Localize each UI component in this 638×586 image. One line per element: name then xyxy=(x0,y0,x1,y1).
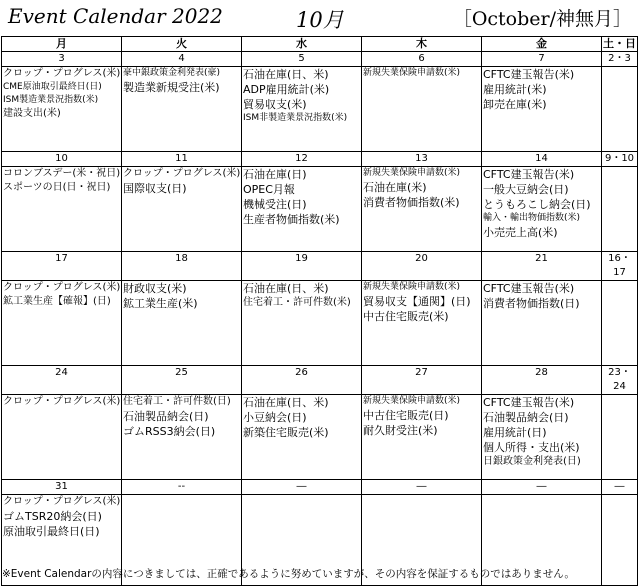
date-cell-wed: 19 xyxy=(242,252,362,281)
weekday-fri: 金 xyxy=(482,37,602,52)
events-cell-weekend xyxy=(602,395,638,480)
events-cell-tue xyxy=(122,167,242,252)
date-cell-tue: 4 xyxy=(122,52,242,67)
month-english-label: ［October/神無月］ xyxy=(452,8,632,30)
date-cell-weekend: 9・10 xyxy=(602,152,638,167)
date-cell-thu: 20 xyxy=(362,252,482,281)
event-item: CFTC建玉報告(米) xyxy=(483,68,575,81)
event-item: 鉱工業生産【確報】(日) xyxy=(3,295,111,307)
event-item: 石油製品納会(日) xyxy=(123,409,209,423)
event-item: 貿易収支【通関】(日) xyxy=(363,295,471,308)
event-item: ゴムRSS3納会(日) xyxy=(123,424,216,438)
event-item: 建設支出(米) xyxy=(3,107,61,119)
event-item: とうもろこし納会(日) xyxy=(483,198,591,211)
events-cell-thu xyxy=(362,67,482,152)
events-cell-thu xyxy=(362,167,482,252)
date-cell-thu: 13 xyxy=(362,152,482,167)
date-cell-weekend: 16・17 xyxy=(602,252,638,281)
date-cell-mon: 10 xyxy=(2,152,122,167)
date-row xyxy=(2,366,638,395)
event-item: ISM非製造業景況指数(米) xyxy=(243,113,348,123)
events-cell-weekend xyxy=(602,495,638,586)
event-item: 貿易収支(米) xyxy=(243,98,307,111)
event-item: 住宅着工・許可件数(日) xyxy=(123,396,231,407)
event-item: 小豆納会(日) xyxy=(243,411,307,424)
date-cell-wed: 12 xyxy=(242,152,362,167)
date-cell-wed: ― xyxy=(242,480,362,495)
date-cell-fri: 28 xyxy=(482,366,602,395)
event-item: 石油在庫(米) xyxy=(363,181,427,194)
date-row xyxy=(2,152,638,167)
weekday-weekend: 土・日 xyxy=(603,37,636,50)
event-item: 国際収支(日) xyxy=(123,181,187,195)
event-item: ADP雇用統計(米) xyxy=(243,83,330,96)
date-cell-wed: 5 xyxy=(242,52,362,67)
event-item: 財政収支(米) xyxy=(123,282,187,295)
date-cell-weekend: ― xyxy=(602,480,638,495)
events-cell-thu xyxy=(362,395,482,480)
events-row xyxy=(2,281,638,366)
event-item: OPEC月報 xyxy=(243,183,295,196)
events-cell-fri xyxy=(482,281,602,366)
date-cell-wed: 26 xyxy=(242,366,362,395)
event-item: クロップ・プログレス(米) xyxy=(3,496,121,507)
event-item: 石油在庫(日、米) xyxy=(243,282,329,295)
calendar-header xyxy=(0,0,638,36)
event-item: 新規失業保険申請数(米) xyxy=(363,68,461,78)
date-row xyxy=(2,480,638,495)
date-cell-thu: ― xyxy=(362,480,482,495)
date-cell-weekend: 23・24 xyxy=(602,366,638,395)
event-calendar-table xyxy=(1,36,638,586)
events-row xyxy=(2,395,638,480)
weekday-thu: 木 xyxy=(362,37,482,52)
event-item: 新規失業保険申請数(米) xyxy=(363,396,461,406)
event-item: CFTC建玉報告(米) xyxy=(483,282,575,295)
events-cell-weekend xyxy=(602,281,638,366)
weekday-mon: 月 xyxy=(2,37,122,52)
date-cell-tue: 18 xyxy=(122,252,242,281)
event-item: 鉱工業生産(米) xyxy=(123,297,198,310)
events-cell-tue xyxy=(122,281,242,366)
event-item: 生産者物価指数(米) xyxy=(243,213,340,226)
event-item: 一般大豆納会(日) xyxy=(483,183,569,196)
event-item: CFTC建玉報告(米) xyxy=(483,168,575,181)
events-cell-wed xyxy=(242,167,362,252)
weekday-header-row xyxy=(2,37,638,52)
events-cell-fri xyxy=(482,67,602,152)
event-item: 消費者物価指数(日) xyxy=(483,297,580,310)
event-item: 卸売在庫(米) xyxy=(483,98,547,111)
event-item: 輸入・輸出物価指数(米) xyxy=(483,213,581,223)
disclaimer-footer: ※Event Calendarの内容につきましては、正確であるように努めていますが、その内容を保証するものではありません。 xyxy=(2,568,575,580)
date-cell-thu: 27 xyxy=(362,366,482,395)
events-cell-tue xyxy=(122,395,242,480)
event-item: 機械受注(日) xyxy=(243,198,307,211)
event-item: 個人所得・支出(米) xyxy=(483,441,580,454)
event-item: ゴムTSR20納会(日) xyxy=(3,509,102,523)
date-cell-tue: 11 xyxy=(122,152,242,167)
event-item: ISM製造業景況指数(米) xyxy=(3,94,99,105)
event-item: 石油在庫(日、米) xyxy=(243,68,329,81)
event-item: 石油在庫(日、米) xyxy=(243,396,329,409)
event-item: 石油在庫(日) xyxy=(243,168,307,181)
event-item: クロップ・プログレス(米) xyxy=(123,168,241,179)
events-cell-mon xyxy=(2,67,122,152)
date-row xyxy=(2,52,638,67)
date-row xyxy=(2,252,638,281)
event-item: クロップ・プログレス(米) xyxy=(3,396,121,407)
date-cell-mon: 17 xyxy=(2,252,122,281)
weekday-wed: 水 xyxy=(242,37,362,52)
calendar-title: Event Calendar 2022 xyxy=(8,4,223,28)
events-cell-tue xyxy=(122,67,242,152)
event-item: クロップ・プログレス(米) xyxy=(3,68,121,79)
event-item: 雇用統計(日) xyxy=(483,426,547,439)
event-item: 住宅着工・許可件数(米) xyxy=(243,297,351,308)
events-cell-wed xyxy=(242,281,362,366)
date-cell-fri: 14 xyxy=(482,152,602,167)
date-cell-thu: 6 xyxy=(362,52,482,67)
events-row xyxy=(2,167,638,252)
date-cell-mon: 31 xyxy=(2,480,122,495)
events-cell-weekend xyxy=(602,67,638,152)
event-item: 消費者物価指数(米) xyxy=(363,196,460,209)
date-cell-weekend: 2・3 xyxy=(602,52,638,67)
events-cell-mon xyxy=(2,395,122,480)
events-cell-weekend xyxy=(602,167,638,252)
date-cell-fri: 21 xyxy=(482,252,602,281)
event-item: CFTC建玉報告(米) xyxy=(483,396,575,409)
event-item: 製造業新規受注(米) xyxy=(123,81,220,94)
events-cell-fri xyxy=(482,167,602,252)
event-item: 豪中銀政策金利発表(豪) xyxy=(123,68,221,78)
events-cell-mon xyxy=(2,167,122,252)
date-cell-mon: 3 xyxy=(2,52,122,67)
event-item: 原油取引最終日(日) xyxy=(3,524,100,538)
date-cell-fri: 7 xyxy=(482,52,602,67)
date-cell-mon: 24 xyxy=(2,366,122,395)
event-item: 耐久財受注(米) xyxy=(363,424,438,437)
date-cell-tue: -- xyxy=(122,480,242,495)
events-cell-mon xyxy=(2,281,122,366)
event-item: 小売売上高(米) xyxy=(483,226,558,239)
event-item: 中古住宅販売(米) xyxy=(363,310,449,323)
event-item: 石油製品納会(日) xyxy=(483,411,569,424)
event-item: 新規失業保険申請数(米) xyxy=(363,168,461,178)
events-cell-wed xyxy=(242,67,362,152)
event-item: 日銀政策金利発表(日) xyxy=(483,456,581,467)
events-row xyxy=(2,67,638,152)
events-cell-fri xyxy=(482,395,602,480)
event-item: 新規失業保険申請数(米) xyxy=(363,282,461,292)
event-item: コロンブスデー(米・祝日) xyxy=(3,168,121,179)
event-item: スポーツの日(日・祝日) xyxy=(3,181,111,193)
date-cell-fri: ― xyxy=(482,480,602,495)
event-item: 雇用統計(米) xyxy=(483,83,547,96)
events-cell-thu xyxy=(362,281,482,366)
month-label: 10月 xyxy=(296,8,344,32)
event-item: 中古住宅販売(日) xyxy=(363,409,449,422)
events-cell-wed xyxy=(242,395,362,480)
event-item: CME原油取引最終日(日) xyxy=(3,81,102,92)
event-item: 新築住宅販売(米) xyxy=(243,426,329,439)
date-cell-tue: 25 xyxy=(122,366,242,395)
event-item: クロップ・プログレス(米) xyxy=(3,282,121,293)
weekday-tue: 火 xyxy=(122,37,242,52)
